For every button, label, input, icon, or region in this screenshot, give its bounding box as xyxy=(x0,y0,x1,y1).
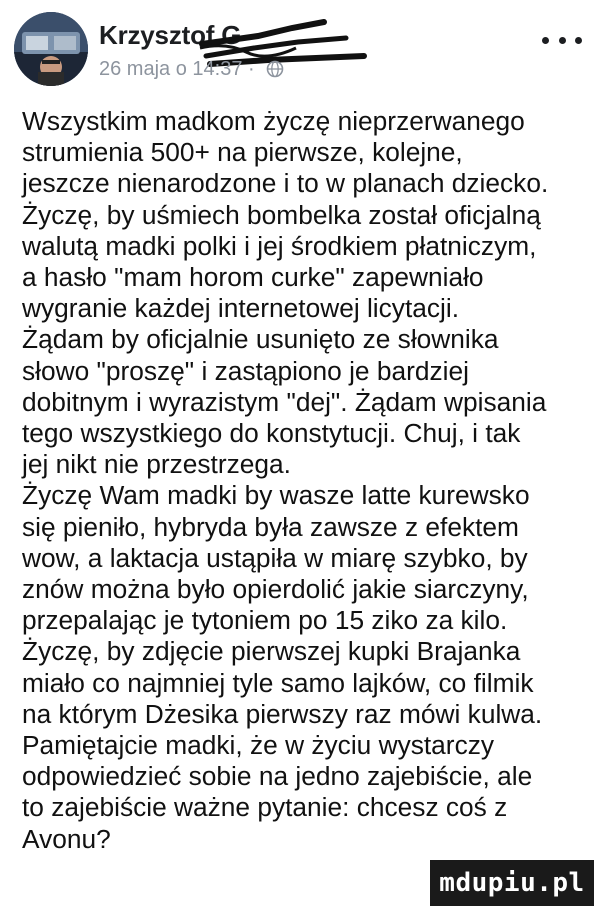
post-line: Życzę, by zdjęcie pierwszej kupki Brajanka xyxy=(22,636,521,667)
globe-icon xyxy=(266,60,284,84)
avatar[interactable] xyxy=(14,12,88,86)
more-horizontal-icon xyxy=(542,37,549,44)
post-timestamp[interactable]: 26 maja o 14:37 · xyxy=(99,58,255,80)
post-line: wygranie każdej internetowej licytacji. xyxy=(22,293,460,324)
post-line: to zajebiście ważne pytanie: chcesz coś z xyxy=(22,792,508,823)
post-line: dobitnym i wyrazistym "dej". Żądam wpisania xyxy=(22,386,547,417)
post-line: słowo "proszę" i zastąpiono je bardziej xyxy=(22,355,469,386)
post-line: strumienia 500+ na pierwsze, kolejne, xyxy=(22,137,463,168)
post-line: Wszystkim madkom życzę nieprzerwanego xyxy=(22,106,525,136)
post-line: znów można było opierdolić jakie siarczyny, xyxy=(22,574,529,605)
post-line: Pamiętajcie madki, że w życiu wystarczy xyxy=(22,730,495,761)
post-line: jeszcze nienarodzone i to w planach dziecko. xyxy=(22,168,549,199)
post-line: Żądam by oficjalnie usunięto ze słownika xyxy=(22,324,499,355)
more-dot xyxy=(575,37,582,44)
post-header xyxy=(0,0,600,96)
post-line: Avonu? xyxy=(22,823,111,854)
post-meta xyxy=(99,58,284,84)
site-watermark: mdupiu.pl xyxy=(430,860,594,906)
more-dot xyxy=(559,37,566,44)
post-line: Życzę Wam madki by wasze latte kurewsko xyxy=(22,480,530,511)
post-body xyxy=(22,106,594,855)
author-name[interactable]: Krzysztof G xyxy=(99,20,242,50)
post-line: Życzę, by uśmiech bombelka został oficjalną xyxy=(22,199,541,230)
post-line: jej nikt nie przestrzega. xyxy=(22,449,291,480)
post-line: się pieniło, hybryda była zawsze z efektem xyxy=(22,511,519,542)
post-line: wow, a laktacja ustąpiła w miarę szybko, by xyxy=(22,542,528,573)
post-line: miało co najmniej tyle samo lajków, co filmik xyxy=(22,667,534,698)
post-line: walutą madki polki i jej środkiem płatniczym, xyxy=(22,230,537,261)
post-line: przepalając je tytoniem po 15 ziko za kilo. xyxy=(22,605,508,636)
post-line: na którym Dżesika pierwszy raz mówi kulwa. xyxy=(22,698,543,729)
post-line: odpowiedzieć sobie na jedno zajebiście, ale xyxy=(22,761,533,792)
avatar-photo xyxy=(14,12,88,86)
post-line: a hasło "mam horom curke" zapewniało xyxy=(22,262,484,293)
post-line: tego wszystkiego do konstytucji. Chuj, i tak xyxy=(22,418,521,449)
more-options-button[interactable] xyxy=(542,30,582,50)
